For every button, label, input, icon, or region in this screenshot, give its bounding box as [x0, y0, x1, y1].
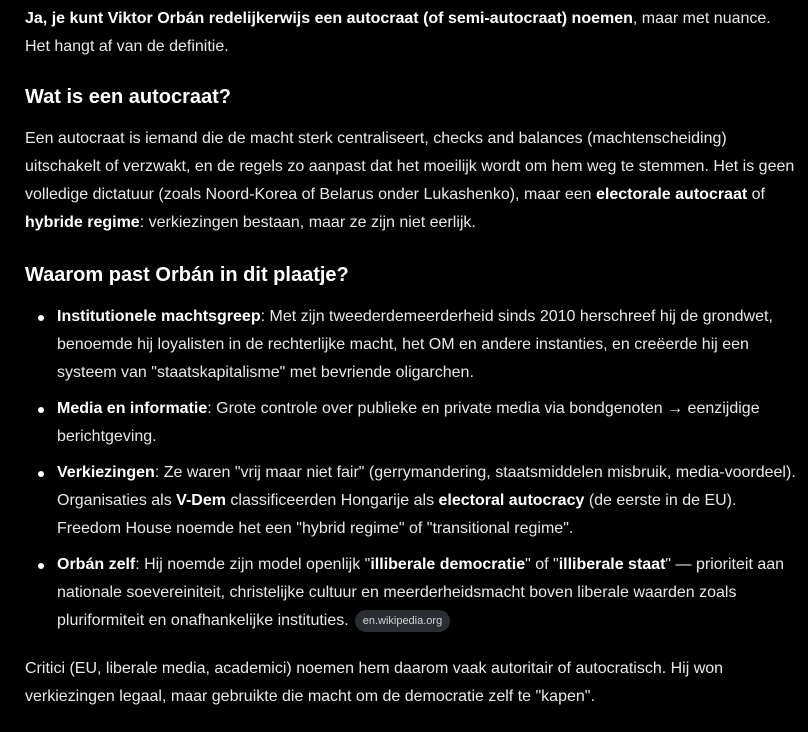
item-text: " of " [525, 556, 559, 573]
item-text: " — prioriteit aan nationale soevereiniteit, christelijke cultuur en meerderheidsmacht boven liberale waarden zoals pluriformiteit en onafhankelijke instituties. [57, 556, 785, 629]
bullet-icon [38, 315, 44, 321]
intro-paragraph [25, 5, 800, 61]
definition-bold-1: electorale autocraat [595, 186, 748, 203]
list-item [25, 303, 800, 387]
definition-text-2: of [747, 186, 765, 203]
item-title: Orbán zelf [57, 556, 136, 573]
definition-bold-2: hybride regime [25, 214, 140, 231]
item-text: : Hij noemde zijn model openlijk " [135, 556, 371, 573]
reasons-list [25, 303, 800, 635]
item-bold: V-Dem [176, 492, 226, 509]
section-heading-autocrat: Wat is een autocraat? [25, 86, 231, 108]
list-item [25, 459, 800, 543]
item-title: Media en informatie [57, 400, 208, 417]
item-text: (de eerste in de EU). Freedom House noemde het een "hybrid regime" of "transitional regime". [57, 492, 737, 537]
item-text: : Met zijn tweederdemeerderheid sinds 2010 herschreef hij de grondwet, benoemde hij loyalisten in de rechterlijke macht, het OM en andere instanties, en creëerde hij een systeem van "staatskapitalisme" met bevriende oligarchen. [57, 308, 773, 381]
definition-text-3: : verkiezingen bestaan, maar ze zijn niet eerlijk. [139, 214, 476, 231]
item-bold: electoral autocracy [438, 492, 585, 509]
source-link-chip[interactable]: en.wikipedia.org [355, 610, 451, 632]
definition-paragraph [25, 125, 800, 237]
item-bold: illiberale staat [558, 556, 666, 573]
item-text: classificeerden Hongarije als [225, 492, 439, 509]
definition-text-1: Een autocraat is iemand die de macht sterk centraliseert, checks and balances (machtenscheiding) uitschakelt of verzwakt, en de regels zo aanpast dat het moeilijk wordt om hem weg te stemmen. Het is geen volledige dictatuur (zoals Noord-Korea of Belarus onder Lukashenko), maar een [25, 130, 795, 203]
item-title: Verkiezingen [57, 464, 155, 481]
list-item [25, 395, 800, 451]
list-item [25, 551, 800, 635]
intro-lead-bold: Ja, je kunt Viktor Orbán redelijkerwijs een autocraat (of semi-autocraat) noemen [25, 10, 633, 27]
bullet-icon [38, 407, 44, 413]
item-text: : Grote controle over publieke en private media via bondgenoten → eenzijdige berichtgeving. [57, 400, 760, 445]
bullet-icon [38, 563, 44, 569]
item-text: : Ze waren "vrij maar niet fair" (gerrymandering, staatsmiddelen misbruik, media-voordeel). Organisaties als [57, 464, 796, 509]
bullet-icon [38, 471, 44, 477]
item-bold: illiberale democratie [370, 556, 526, 573]
response-content [25, 5, 800, 711]
intro-lead-rest: , maar met nuance. Het hangt af van de definitie. [25, 10, 771, 55]
section-heading-orban: Waarom past Orbán in dit plaatje? [25, 264, 349, 286]
closing-paragraph: Critici (EU, liberale media, academici) noemen hem daarom vaak autoritair of autocratisch. Hij won verkiezingen legaal, maar gebruikte die macht om de democratie zelf te "kapen". [25, 660, 724, 705]
item-title: Institutionele machtsgreep [57, 308, 261, 325]
